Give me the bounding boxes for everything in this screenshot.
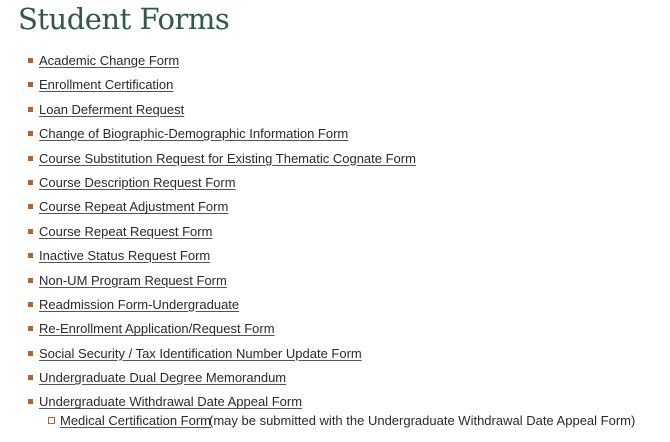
square-bullet-icon <box>28 180 33 185</box>
square-bullet-icon <box>28 351 33 356</box>
dual-degree-memorandum-link[interactable]: Undergraduate Dual Degree Memorandum <box>39 370 287 386</box>
inactive-status-form-link[interactable]: Inactive Status Request Form <box>39 248 211 264</box>
enrollment-certification-link[interactable]: Enrollment Certification <box>39 77 174 93</box>
academic-change-form-link[interactable]: Academic Change Form <box>39 53 180 68</box>
non-um-program-form-link[interactable]: Non-UM Program Request Form <box>39 272 227 288</box>
course-description-form-link[interactable]: Course Description Request Form <box>39 174 236 190</box>
square-bullet-icon <box>28 82 33 87</box>
re-enrollment-form-link[interactable]: Re-Enrollment Application/Request Form <box>39 321 275 337</box>
square-bullet-icon <box>28 58 33 63</box>
loan-deferment-request-link[interactable]: Loan Deferment Request <box>39 101 185 117</box>
square-bullet-icon <box>28 399 33 404</box>
withdrawal-date-appeal-form-link[interactable]: Undergraduate Withdrawal Date Appeal Form <box>39 394 303 410</box>
medical-certification-form-link[interactable]: Medical Certification Form <box>60 413 211 428</box>
course-repeat-request-form-link[interactable]: Course Repeat Request Form <box>39 223 213 239</box>
course-repeat-adjustment-form-link[interactable]: Course Repeat Adjustment Form <box>39 199 229 215</box>
readmission-form-link[interactable]: Readmission Form-Undergraduate <box>39 296 240 312</box>
sub-item-note: (may be submitted with the Undergraduate Withdrawal Date Appeal Form) <box>209 413 636 428</box>
square-bullet-icon <box>28 107 33 112</box>
square-bullet-icon <box>28 326 33 331</box>
biographic-demographic-form-link[interactable]: Change of Biographic-Demographic Information Form <box>39 126 349 142</box>
square-bullet-icon <box>28 278 33 283</box>
square-bullet-icon <box>28 204 33 209</box>
square-bullet-icon <box>28 131 33 136</box>
square-bullet-icon <box>28 375 33 380</box>
square-bullet-icon <box>28 156 33 161</box>
hollow-square-bullet-icon <box>48 417 55 424</box>
square-bullet-icon <box>28 302 33 307</box>
ssn-tin-update-form-link[interactable]: Social Security / Tax Identification Number Update Form <box>39 345 362 361</box>
page-title: Student Forms <box>18 2 230 36</box>
course-substitution-form-link[interactable]: Course Substitution Request for Existing Thematic Cognate Form <box>39 150 416 166</box>
square-bullet-icon <box>28 253 33 258</box>
square-bullet-icon <box>28 229 33 234</box>
